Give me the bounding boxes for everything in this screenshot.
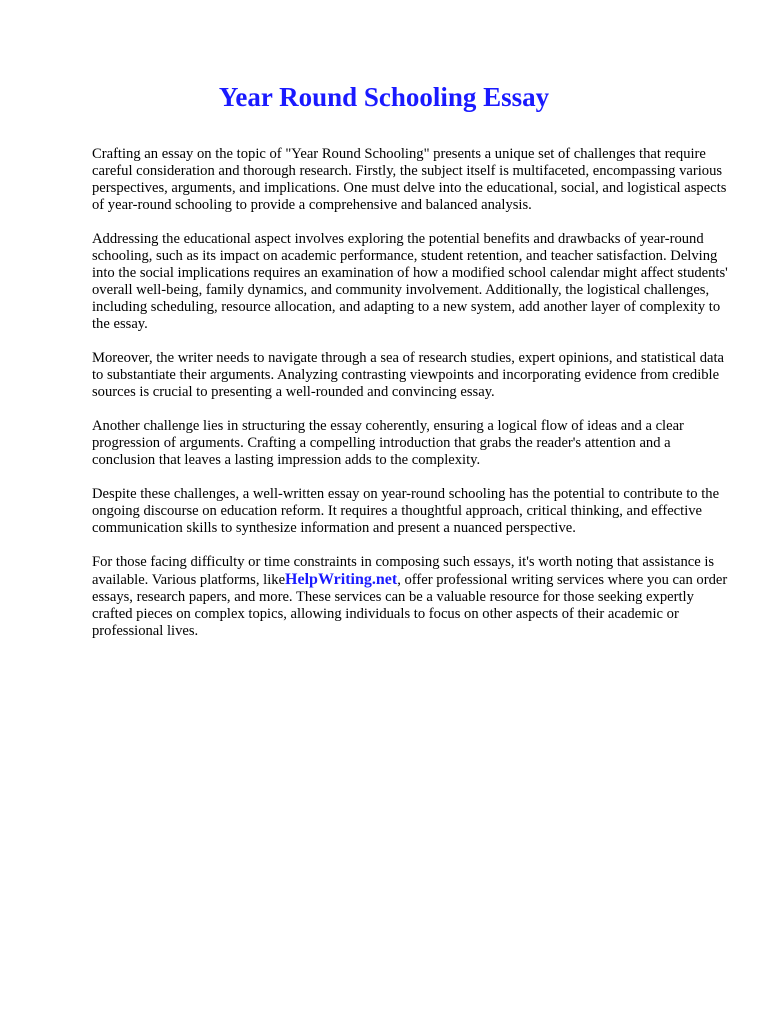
paragraph-6 [92, 554, 732, 640]
paragraph-4: Another challenge lies in structuring the essay coherently, ensuring a logical flow of ideas and a clear progression of arguments. Crafting a compelling introduction that grabs the reader's attention and a conclusion that leaves a lasting impression adds to the complexity. [92, 418, 684, 468]
document-body [92, 146, 732, 657]
paragraph-3: Moreover, the writer needs to navigate through a sea of research studies, expert opinions, and statistical data to substantiate their arguments. Analyzing contrasting viewpoints and incorporating evidence from credible sources is crucial to presenting a well-rounded and convincing essay. [92, 350, 725, 400]
document-title: Year Round Schooling Essay [218, 82, 550, 112]
paragraph-2: Addressing the educational aspect involves exploring the potential benefits and drawbacks of year-round schooling, such as its impact on academic performance, student retention, and teacher satisfaction. Delving into the social implications requires an examination of how a modified school calendar might affect students' overall well-being, family dynamics, and community involvement. Additionally, the logistical challenges, including scheduling, resource allocation, and adapting to a new system, add another layer of complexity to the essay. [92, 231, 728, 332]
helpwriting-link[interactable]: HelpWriting.net [285, 571, 398, 588]
paragraph-1: Crafting an essay on the topic of "Year Round Schooling" presents a unique set of challenges that require careful consideration and thorough research. Firstly, the subject itself is multifaceted, encompassing various perspectives, arguments, and implications. One must delve into the educational, social, and logistical aspects of year-round schooling to provide a comprehensive and balanced analysis. [92, 146, 727, 213]
paragraph-5: Despite these challenges, a well-written essay on year-round schooling has the potential to contribute to the ongoing discourse on education reform. It requires a thoughtful approach, critical thinking, and effective communication skills to synthesize information and present a nuanced perspective. [92, 486, 720, 536]
paragraph-6-text-before-link: For those facing difficulty or time constraints in composing such essays, it's worth noting that assistance is available. Various platforms, like [92, 554, 715, 588]
paragraph-6-text-after-link: , offer professional writing services where you can order essays, research papers, and more. These services can be a valuable resource for those seeking expertly crafted pieces on complex topics, allowing individuals to focus on other aspects of their academic or professional lives. [92, 572, 728, 639]
